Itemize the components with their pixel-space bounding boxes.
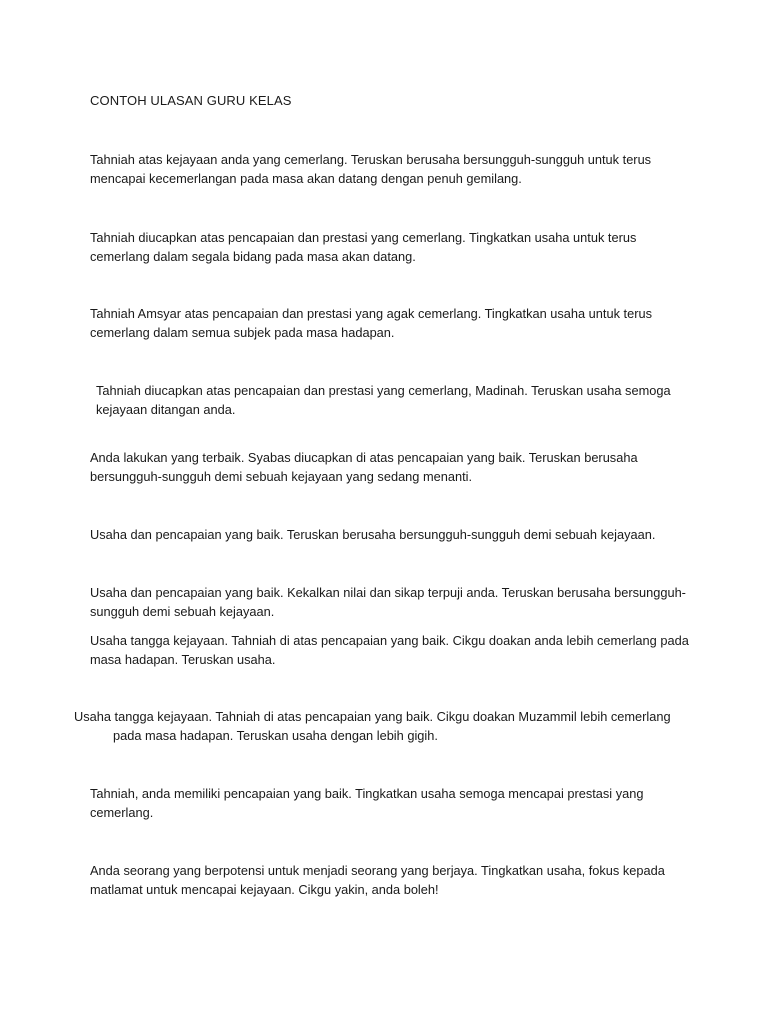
comment-paragraph-8: Usaha tangga kejayaan. Tahniah di atas pencapaian yang baik. Cikgu doakan anda lebih cemerlang pada masa hadapan. Teruskan usaha.	[90, 633, 689, 667]
comment-paragraph-6: Usaha dan pencapaian yang baik. Teruskan berusaha bersungguh-sungguh demi sebuah kejayaan.	[90, 527, 656, 542]
comment-paragraph-5: Anda lakukan yang terbaik. Syabas diucapkan di atas pencapaian yang baik. Teruskan berusaha bersungguh-sungguh demi sebuah kejayaan yang sedang menanti.	[90, 450, 638, 484]
comment-paragraph-11: Anda seorang yang berpotensi untuk menjadi seorang yang berjaya. Tingkatkan usaha, fokus kepada matlamat untuk mencapai kejayaan. Cikgu yakin, anda boleh!	[90, 863, 665, 897]
comment-paragraph-2: Tahniah diucapkan atas pencapaian dan prestasi yang cemerlang. Tingkatkan usaha untuk terus cemerlang dalam segala bidang pada masa akan datang.	[90, 230, 637, 264]
comment-paragraph-10: Tahniah, anda memiliki pencapaian yang baik. Tingkatkan usaha semoga mencapai prestasi yang cemerlang.	[90, 786, 644, 820]
comment-paragraph-9: Usaha tangga kejayaan. Tahniah di atas pencapaian yang baik. Cikgu doakan Muzammil lebih cemerlang pada masa hadapan. Teruskan usaha dengan lebih gigih.	[74, 709, 671, 743]
comment-paragraph-7: Usaha dan pencapaian yang baik. Kekalkan nilai dan sikap terpuji anda. Teruskan berusaha bersungguh-sungguh demi sebuah kejayaan.	[90, 585, 686, 619]
document-title: CONTOH ULASAN GURU KELAS	[90, 93, 292, 108]
comment-paragraph-3: Tahniah Amsyar atas pencapaian dan prestasi yang agak cemerlang. Tingkatkan usaha untuk terus cemerlang dalam semua subjek pada masa hadapan.	[90, 306, 652, 340]
comment-paragraph-4: Tahniah diucapkan atas pencapaian dan prestasi yang cemerlang, Madinah. Teruskan usaha semoga kejayaan ditangan anda.	[96, 383, 671, 417]
comment-paragraph-1: Tahniah atas kejayaan anda yang cemerlang. Teruskan berusaha bersungguh-sungguh untuk terus mencapai kecemerlangan pada masa akan datang dengan penuh gemilang.	[90, 152, 652, 186]
